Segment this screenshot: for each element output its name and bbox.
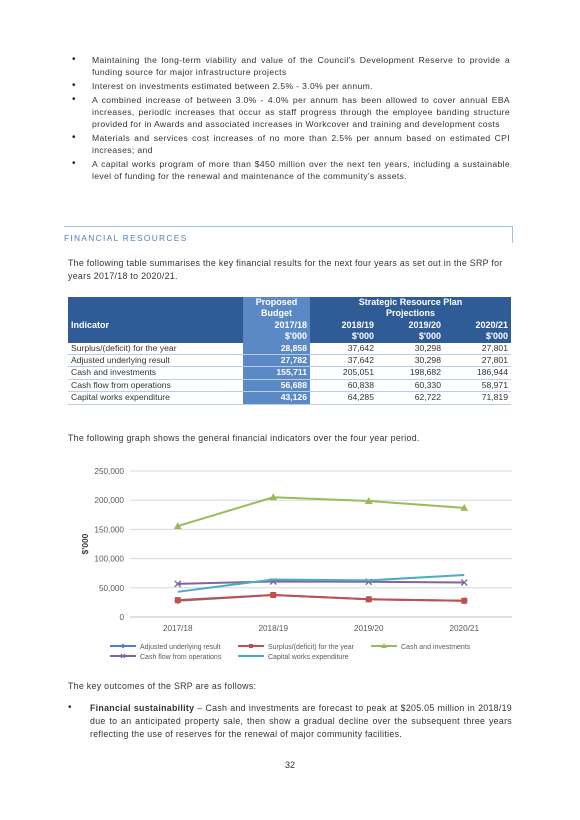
y-axis-label: $'000	[80, 533, 90, 555]
y-tick-label: 250,000	[94, 467, 124, 476]
x-tick-label: 2018/19	[258, 624, 289, 633]
header-cell	[68, 297, 243, 308]
data-point	[461, 598, 467, 604]
series-line	[178, 497, 465, 526]
table-cell: 37,642	[310, 355, 377, 367]
assumptions-list	[70, 54, 510, 184]
list-item: • Maintaining the long-term viability and value of the Council's Development Reserve to provide a funding source for major infrastructure projects	[70, 54, 510, 79]
table-row	[68, 392, 511, 404]
table-cell: 27,801	[444, 343, 511, 355]
table-cell: 56,688	[243, 379, 310, 391]
table-cell: 186,944	[444, 367, 511, 379]
header-year: 2018/19	[310, 320, 377, 331]
section-heading: FINANCIAL RESOURCES	[64, 233, 188, 243]
header-srp: Strategic Resource Plan	[310, 297, 511, 308]
key-outcome-text	[90, 702, 512, 741]
table-cell: 27,801	[444, 355, 511, 367]
header-unit: $'000	[310, 331, 377, 342]
financial-results-table	[68, 297, 511, 405]
header-indicator: Indicator	[68, 320, 243, 331]
outcomes-intro-paragraph: The key outcomes of the SRP are as follows:	[68, 681, 257, 691]
list-item: • Materials and services cost increases of no more than 2.5% per annum based on estimated CPI increases; and	[70, 132, 510, 157]
table-cell: 205,051	[310, 367, 377, 379]
legend-label: Cash and investments	[401, 644, 471, 651]
data-point	[175, 597, 181, 603]
legend-label: Cash flow from operations	[140, 654, 222, 661]
data-point	[270, 592, 276, 598]
table-row	[68, 343, 511, 355]
header-budget: Budget	[243, 308, 310, 319]
table-cell: 64,285	[310, 392, 377, 404]
table-row	[68, 355, 511, 367]
x-tick-label: 2019/20	[353, 624, 384, 633]
graph-intro-paragraph: The following graph shows the general financial indicators over the four year period.	[68, 433, 420, 443]
x-tick-label: 2020/21	[449, 624, 480, 633]
row-label: Adjusted underlying result	[68, 355, 243, 367]
key-outcome-item	[68, 702, 512, 741]
x-tick-label: 2017/18	[162, 624, 193, 633]
table-cell: 37,642	[310, 343, 377, 355]
header-cell	[68, 308, 243, 319]
header-year: 2020/21	[444, 320, 511, 331]
page-number: 32	[284, 760, 295, 770]
header-unit: $'000	[243, 331, 310, 342]
table-cell: 58,971	[444, 379, 511, 391]
data-point	[366, 596, 372, 602]
row-label: Surplus/(deficit) for the year	[68, 343, 243, 355]
list-item: • A capital works program of more than $450 million over the next ten years, including a sustainable level of funding for the renewal and maintenance of the community's assets.	[70, 158, 510, 183]
header-projections: Projections	[310, 308, 511, 319]
financial-indicators-chart	[68, 458, 514, 670]
key-outcome-body: – Cash and investments are forecast to peak at $205.05 million in 2018/19 due to an anticipated property sale, then show a gradual decline over the subsequent three years reflecting the use of reserves for the renewal of major community facilities.	[90, 703, 512, 739]
table-cell: 155,711	[243, 367, 310, 379]
row-label: Cash and investments	[68, 367, 243, 379]
table-cell: 43,126	[243, 392, 310, 404]
row-label: Capital works expenditure	[68, 392, 243, 404]
table-cell: 60,838	[310, 379, 377, 391]
header-year: 2019/20	[377, 320, 444, 331]
intro-paragraph: The following table summarises the key financial results for the next four years as set out in the SRP for years 2017/18 to 2020/21.	[68, 258, 503, 281]
y-tick-label: 100,000	[94, 554, 124, 564]
header-cell	[68, 331, 243, 342]
legend-marker	[121, 644, 126, 649]
legend-label: Surplus/(deficit) for the year	[268, 644, 354, 651]
y-tick-label: 150,000	[94, 525, 124, 535]
legend-marker	[249, 644, 253, 648]
series-line	[178, 595, 465, 601]
y-tick-label: 50,000	[98, 583, 124, 593]
y-tick-label: 0	[119, 613, 124, 622]
table-cell: 198,682	[377, 367, 444, 379]
header-proposed: Proposed	[243, 297, 310, 308]
header-unit: $'000	[377, 331, 444, 342]
table-cell: 71,819	[444, 392, 511, 404]
table-row	[68, 379, 511, 391]
section-heading-box	[64, 226, 513, 243]
table-cell: 30,298	[377, 355, 444, 367]
table-cell: 60,330	[377, 379, 444, 391]
header-year: 2017/18	[243, 320, 310, 331]
legend-label: Capital works expenditure	[268, 654, 349, 661]
bullet-icon: •	[68, 702, 72, 713]
key-outcome-title: Financial sustainability	[90, 703, 195, 713]
list-item: • Interest on investments estimated between 2.5% - 3.0% per annum.	[70, 80, 510, 92]
table-cell: 62,722	[377, 392, 444, 404]
y-tick-label: 200,000	[94, 496, 124, 506]
row-label: Cash flow from operations	[68, 379, 243, 391]
table-cell: 27,782	[243, 355, 310, 367]
header-unit: $'000	[444, 331, 511, 342]
table-cell: 30,298	[377, 343, 444, 355]
table-row	[68, 367, 511, 379]
legend-label: Adjusted underlying result	[140, 644, 221, 651]
table-cell: 28,858	[243, 343, 310, 355]
list-item: • A combined increase of between 3.0% - 4.0% per annum has been allowed to cover annual EBA increases, periodic increases that occur as staff progress through the employee banding structure provided for in Awards and associated increases in Workcover and training and development costs	[70, 94, 510, 131]
series-line	[178, 581, 465, 583]
